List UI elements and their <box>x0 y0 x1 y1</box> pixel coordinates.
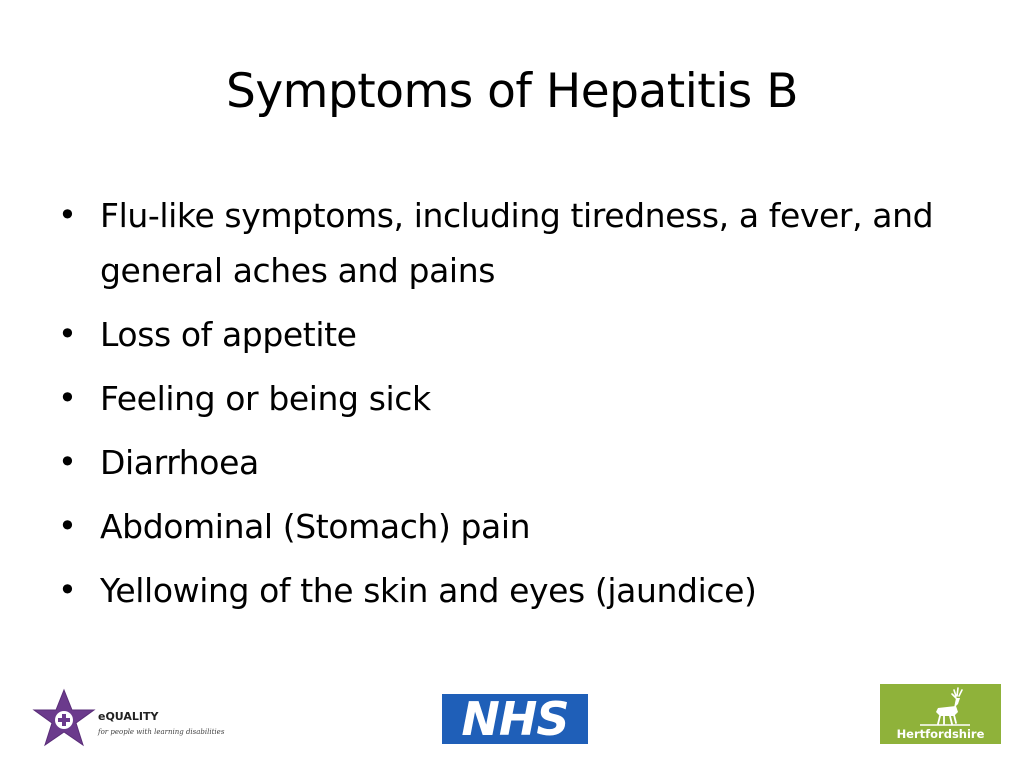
bullet-text: Abdominal (Stomach) pain <box>100 507 531 546</box>
bullet-item <box>56 371 976 426</box>
bullet-dot: • <box>58 571 77 609</box>
bullet-item <box>56 188 976 298</box>
equality-logo <box>32 688 262 748</box>
bullet-dot: • <box>58 196 77 234</box>
bullet-dot: • <box>58 315 77 353</box>
star-icon <box>32 688 96 748</box>
hertfordshire-name: Hertfordshire <box>896 727 985 741</box>
bullet-item <box>56 563 976 618</box>
bullet-text: Flu-like symptoms, including tiredness, a fever, and general aches and pains <box>100 196 934 290</box>
logo-bar <box>0 680 1024 768</box>
bullet-dot: • <box>58 379 77 417</box>
nhs-logo: NHS <box>442 694 588 744</box>
bullet-dot: • <box>58 443 77 481</box>
slide-title: Symptoms of Hepatitis B <box>226 64 798 119</box>
bullet-text: Yellowing of the skin and eyes (jaundice) <box>100 571 757 610</box>
equality-name: eQUALITY <box>98 710 159 723</box>
bullet-item <box>56 307 976 362</box>
bullet-dot: • <box>58 507 77 545</box>
hertfordshire-logo <box>880 684 1001 744</box>
equality-tagline: for people with learning disabilities <box>98 728 225 736</box>
bullet-text: Feeling or being sick <box>100 379 431 418</box>
bullet-item <box>56 435 976 490</box>
hart-icon <box>880 684 1001 728</box>
bullet-text: Loss of appetite <box>100 315 357 354</box>
bullet-list <box>56 188 976 627</box>
bullet-item <box>56 499 976 554</box>
bullet-text: Diarrhoea <box>100 443 259 482</box>
